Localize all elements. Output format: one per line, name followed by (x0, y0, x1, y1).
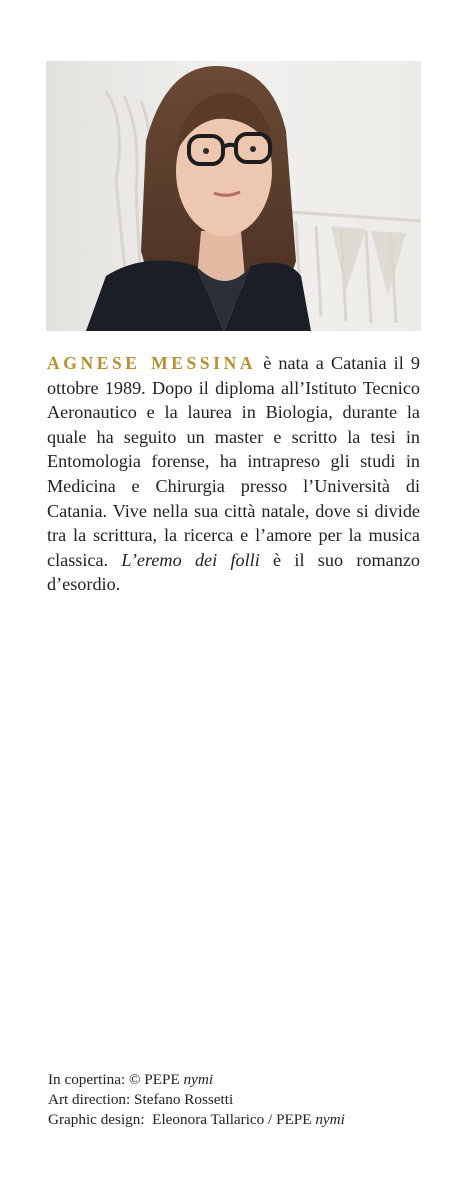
graphic-design-label: Graphic design: Eleonora Tallarico / PEPE (48, 1111, 316, 1128)
author-portrait-image (46, 61, 421, 331)
art-direction-credit: Art direction: Stefano Rossetti (48, 1091, 234, 1108)
graphic-design-italic: nymi (315, 1111, 345, 1128)
cover-credit-label: In copertina: © PEPE (48, 1071, 184, 1088)
author-name: AGNESE MESSINA (47, 353, 257, 373)
author-photo (46, 61, 421, 331)
book-title: L’eremo dei folli (121, 549, 260, 570)
bio-text-part-2: è il suo romanzo d’esordio. (47, 549, 420, 595)
author-bio (47, 351, 420, 597)
credits-block (48, 1070, 428, 1130)
cover-credit-italic: nymi (183, 1071, 214, 1088)
graphic-design-credit (48, 1110, 428, 1130)
cover-credit (48, 1070, 428, 1090)
bio-text-part-1: è nata a Catania il 9 ottobre 1989. Dopo il diploma all’Istituto Tecnico Aeronautico e la laurea in Biologia, durante la quale ha seguito un master e scritto la tesi in Entomologia forense, ha intrapreso gli studi in Medicina e Chirurgia presso l’Università di Catania. Vive nella sua città natale, dove si divide tra la scrittura, la ricerca e l’amore per la musica classica. (47, 353, 420, 570)
